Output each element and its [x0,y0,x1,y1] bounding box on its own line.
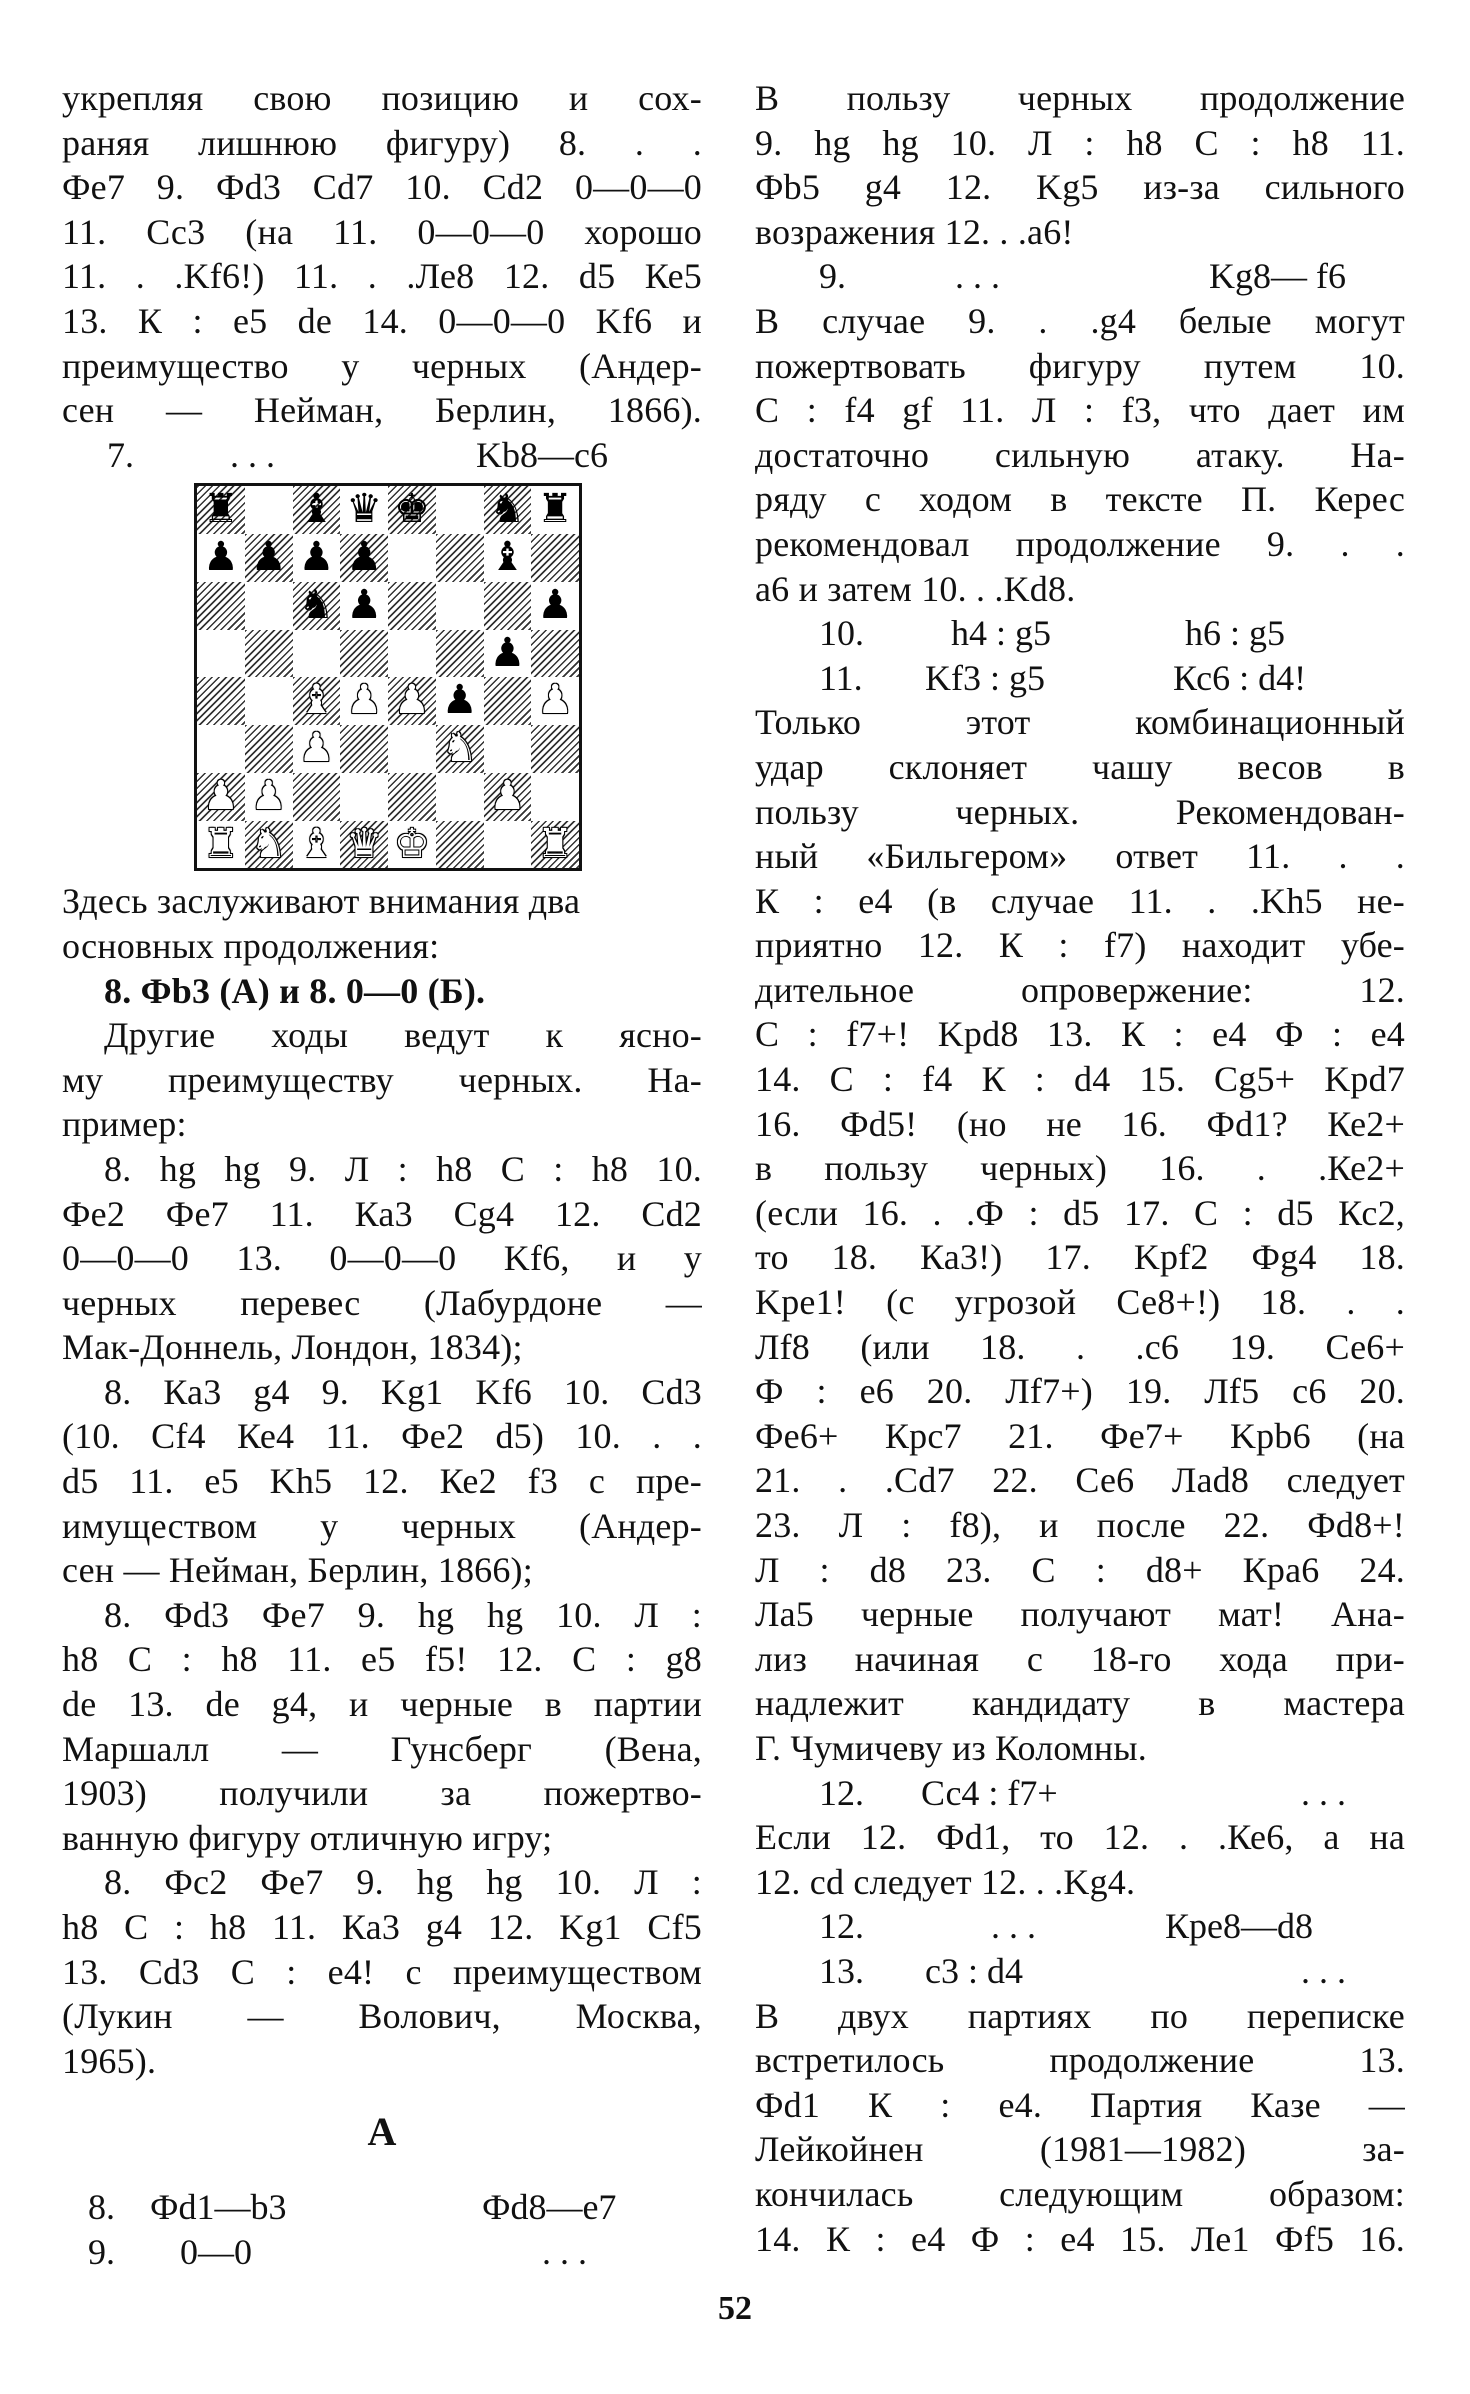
board-square-d2 [340,773,388,821]
text-line: 16. Фd5! (но не 16. Фd1? Ке2+ [755,1103,1405,1144]
board-square-c6 [293,582,341,630]
text-line: Фd1 К : е4. Партия Казе — [755,2084,1405,2125]
black-piece-icon: ♝ [298,486,335,533]
black-move: Фd8—е7 [482,2187,617,2228]
text-line: пользу черных. Рекомендован- [755,791,1405,832]
move-number: 11. [819,657,863,698]
board-square-e4 [388,677,436,725]
board-square-f8 [436,486,484,534]
board-square-g1 [484,821,532,869]
board-square-a5 [197,630,245,678]
board-square-c1 [293,821,341,869]
board-square-a4 [197,677,245,725]
white-piece-icon: ♟ [202,772,239,819]
text-line: 21. . .Cd7 22. Се6 Лad8 следует [755,1460,1405,1501]
text-line: ный «Бильгером» ответ 11. . . [755,836,1405,877]
white-piece-icon: ♟ [298,725,335,772]
text-line: сен — Нейман, Берлин, 1866); [62,1550,533,1591]
black-piece-icon: ♞ [298,581,335,628]
black-piece-icon: ♟ [298,534,335,581]
black-piece-icon: ♟ [441,677,478,724]
move-line [62,433,702,478]
text-line: Здесь заслуживают внимания два [62,881,581,922]
white-piece-icon: ♞ [250,820,287,867]
text-line: Только этот комбинационный [755,702,1405,743]
text-line: 8. Ка3 g4 9. Kg1 Kf6 10. Cd3 [104,1371,702,1412]
text-line: достаточно сильную атаку. На- [755,434,1405,475]
text-line: В пользу черных продолжение [755,78,1405,118]
text-line: лиз начиная с 18-го хода при- [755,1638,1405,1679]
board-square-e7 [388,534,436,582]
black-move: Kg8— f6 [1209,256,1346,297]
board-square-a6 [197,582,245,630]
text-line: Ла5 черные получают мат! Ана- [755,1594,1405,1635]
black-piece-icon: ♝ [489,534,526,581]
text-line: дительное опровержение: 12. [755,969,1405,1010]
white-piece-icon: ♜ [202,820,239,867]
black-move: h6 : g5 [1185,613,1286,654]
board-square-d4 [340,677,388,725]
text-line: ванную фигуру отличную игру; [62,1817,553,1858]
text-line: 13. Cd3 С : е4! с преимуществом [62,1951,702,1992]
white-piece-icon: ♝ [298,677,335,724]
right-text-3 [755,700,1405,1770]
text-line: Фе6+ Крс7 21. Фе7+ Kpb6 (на [755,1415,1405,1456]
black-piece-icon: ♟ [202,534,239,581]
board-square-h5 [531,630,579,678]
text-line: (если 16. . .Ф : d5 17. С : d5 Кс2, [755,1192,1405,1233]
board-square-g7 [484,534,532,582]
text-line: (Лукин — Волович, Москва, [62,1996,702,2037]
board-square-f1 [436,821,484,869]
text-line: 1903) получили за пожертво- [62,1773,702,1814]
text-line: Если 12. Фd1, то 12. . .Ке6, а на [755,1817,1405,1858]
text-line: 8. Фс2 Фе7 9. hg hg 10. Л : [104,1862,702,1903]
move-number: 9. [88,2231,115,2272]
board-square-b7 [245,534,293,582]
white-move: Сс4 : f7+ [921,1772,1058,1813]
text-line: сен — Нейман, Берлин, 1866). [62,390,702,431]
text-line: h8 С : h8 11. Ка3 g4 12. Kg1 Cf5 [62,1907,702,1947]
move-line [755,1949,1405,1994]
text-line: встретилось продолжение 13. [755,2040,1405,2081]
text-line: основных продолжения: [62,925,440,966]
right-column [755,76,1405,2261]
black-move: . . . [542,2231,587,2272]
right-text-2 [755,299,1405,611]
text-line: пожертвовать фигуру путем 10. [755,345,1405,386]
board-square-f6 [436,582,484,630]
white-piece-icon: ♟ [489,772,526,819]
text-line: В двух партиях по переписке [755,1995,1405,2036]
text-line: 8. Фb3 (А) и 8. 0—0 (Б). [104,970,486,1011]
text-line: Kpe1! (с угрозой Се8+!) 18. . . [755,1282,1405,1323]
black-piece-icon: ♜ [202,486,239,533]
board-square-h4 [531,677,579,725]
text-line: 14. К : е4 Ф : е4 15. Ле1 Фf5 16. [755,2218,1405,2259]
board-square-b2 [245,773,293,821]
board-square-e6 [388,582,436,630]
text-line: черных перевес (Лабурдоне — [62,1282,702,1323]
black-move: Кс6 : d4! [1173,657,1307,698]
board-square-h3 [531,725,579,773]
board-square-d6 [340,582,388,630]
text-line: 12. cd следует 12. . .Kg4. [755,1861,1136,1902]
black-move: . . . [1301,1950,1346,1991]
board-square-h8 [531,486,579,534]
text-line: 11. . .Kf6!) 11. . .Ле8 12. d5 Ке5 [62,256,702,297]
board-square-c4 [293,677,341,725]
board-square-c8 [293,486,341,534]
move-number: 10. [819,613,864,654]
white-move: . . . [991,1906,1036,1947]
black-piece-icon: ♜ [537,486,574,533]
text-line: рекомендовал продолжение 9. . . [755,523,1405,564]
board-square-h2 [531,773,579,821]
board-square-a3 [197,725,245,773]
white-move: 0—0 [180,2231,252,2272]
black-piece-icon: ♟ [250,534,287,581]
text-line: Лейкойнен (1981—1982) за- [755,2129,1405,2170]
white-move: . . . [955,256,1000,297]
right-text-4 [755,1815,1405,1904]
move-line [62,2230,702,2275]
text-line: С : f4 gf 11. Л : f3, что дает им [755,390,1405,431]
white-piece-icon: ♟ [393,677,430,724]
board-square-b8 [245,486,293,534]
text-line: Мак-Доннель, Лондон, 1834); [62,1327,523,1368]
text-line: Маршалл — Гунсберг (Вена, [62,1728,702,1769]
white-piece-icon: ♛ [346,820,383,867]
board-square-f7 [436,534,484,582]
board-square-b5 [245,630,293,678]
right-text-1 [755,76,1405,254]
black-piece-icon: ♟ [346,534,383,581]
text-line: в пользу черных) 16. . .Ке2+ [755,1148,1405,1189]
text-line: возражения 12. . .а6! [755,211,1074,252]
text-line: С : f7+! Kpd8 13. К : е4 Ф : е4 [755,1014,1405,1055]
text-line: Фе2 Фе7 11. Ка3 Cg4 12. Cd2 [62,1193,702,1234]
text-line: Л : d8 23. С : d8+ Кра6 24. [755,1549,1405,1590]
board-square-g5 [484,630,532,678]
board-square-f4 [436,677,484,725]
text-line: приятно 12. К : f7) находит убе- [755,925,1405,966]
board-square-e3 [388,725,436,773]
black-move: Kb8—c6 [476,434,608,475]
black-move: Кре8—d8 [1165,1906,1313,1947]
board-square-d3 [340,725,388,773]
page-number: 52 [718,2290,752,2327]
board-square-g2 [484,773,532,821]
board-square-h6 [531,582,579,630]
text-line: К : е4 (в случае 11. . .Kh5 не- [755,880,1405,921]
left-column [62,76,702,2275]
board-square-d1 [340,821,388,869]
text-line: Г. Чумичеву из Коломны. [755,1727,1147,1768]
board-square-g8 [484,486,532,534]
text-line: Ф : е6 20. Лf7+) 19. Лf5 с6 20. [755,1371,1405,1412]
text-line: удар склоняет чашу весов в [755,746,1405,787]
text-line: имуществом у черных (Андер- [62,1505,702,1546]
white-piece-icon: ♞ [441,725,478,772]
board-square-c7 [293,534,341,582]
board-square-b1 [245,821,293,869]
text-line: кончилась следующим образом: [755,2173,1405,2214]
board-square-b3 [245,725,293,773]
text-line: раняя лишнюю фигуру) 8. . . [62,122,702,163]
board-square-e2 [388,773,436,821]
board-square-a7 [197,534,245,582]
text-line: 11. Сс3 (на 11. 0—0—0 хорошо [62,211,702,252]
board-square-d5 [340,630,388,678]
text-line: 9. hg hg 10. Л : h8 С : h8 11. [755,122,1405,163]
board-square-g3 [484,725,532,773]
board-square-d7 [340,534,388,582]
section-heading: А [367,2109,397,2155]
text-line: ряду с ходом в тексте П. Керес [755,479,1405,520]
board-square-h1 [531,821,579,869]
white-move: h4 : g5 [951,613,1052,654]
board-square-f3 [436,725,484,773]
move-number: 12. [819,1906,864,1947]
move-line [755,1904,1405,1949]
left-after-board-text [62,879,702,2083]
text-line: Другие ходы ведут к ясно- [104,1015,702,1056]
black-piece-icon: ♟ [537,581,574,628]
chess-board [194,483,582,871]
white-move: с3 : d4 [925,1950,1023,1991]
move-number: 13. [819,1950,864,1991]
move-number: 8. [88,2187,115,2228]
black-move: . . . [1301,1772,1346,1813]
move-number: 12. [819,1772,864,1813]
text-line: то 18. Ка3!) 17. Kpf2 Фg4 18. [755,1237,1405,1278]
black-piece-icon: ♛ [346,486,383,533]
text-line: Лf8 (или 18. . .с6 19. Се6+ [755,1326,1405,1367]
black-piece-icon: ♞ [489,486,526,533]
board-square-f2 [436,773,484,821]
white-piece-icon: ♟ [346,677,383,724]
move-line [755,1771,1405,1816]
move-number: 9. [819,256,846,297]
board-square-a8 [197,486,245,534]
board-square-b6 [245,582,293,630]
text-line: му преимуществу черных. На- [62,1059,702,1100]
text-line: 23. Л : f8), и после 22. Фd8+! [755,1505,1405,1545]
move-line [755,656,1405,701]
board-square-a1 [197,821,245,869]
text-line: 0—0—0 13. 0—0—0 Kf6, и у [62,1238,702,1279]
text-line: надлежит кандидату в мастера [755,1683,1405,1724]
text-line: преимущество у черных (Андер- [62,345,702,386]
right-text-5 [755,1994,1405,2262]
board-square-e5 [388,630,436,678]
board-square-e8 [388,486,436,534]
text-line: d5 11. е5 Kh5 12. Ке2 f3 с пре- [62,1461,702,1502]
white-piece-icon: ♚ [393,820,430,867]
board-square-h7 [531,534,579,582]
white-move: Kf3 : g5 [925,657,1045,698]
white-move: . . . [230,434,275,475]
text-line: de 13. de g4, и черные в партии [62,1684,702,1725]
text-line: Фе7 9. Фd3 Cd7 10. Cd2 0—0—0 [62,167,702,208]
text-line: пример: [62,1104,187,1145]
text-line: 1965). [62,2040,157,2081]
board-square-a2 [197,773,245,821]
white-move: Фd1—b3 [150,2187,287,2228]
board-square-g4 [484,677,532,725]
text-line: укрепляя свою позицию и сох- [62,78,702,118]
board-square-c3 [293,725,341,773]
white-piece-icon: ♝ [298,820,335,867]
text-line: а6 и затем 10. . .Kd8. [755,568,1076,609]
board-square-c5 [293,630,341,678]
move-line [755,254,1405,299]
board-square-c2 [293,773,341,821]
white-piece-icon: ♟ [250,772,287,819]
black-piece-icon: ♚ [393,486,430,533]
text-line: 13. К : е5 de 14. 0—0—0 Kf6 и [62,300,702,341]
board-square-g6 [484,582,532,630]
board-square-b4 [245,677,293,725]
move-line [62,2185,702,2230]
chess-diagram [194,483,582,871]
move-number: 7. [107,434,134,475]
black-piece-icon: ♟ [346,581,383,628]
text-line: 8. hg hg 9. Л : h8 С : h8 10. [104,1148,702,1189]
board-square-e1 [388,821,436,869]
move-line [755,611,1405,656]
left-top-text [62,76,702,433]
text-line: h8 С : h8 11. е5 f5! 12. С : g8 [62,1639,702,1680]
text-line: Фb5 g4 12. Kg5 из-за сильного [755,167,1405,208]
black-piece-icon: ♟ [489,629,526,676]
board-square-d8 [340,486,388,534]
white-piece-icon: ♜ [537,820,574,867]
text-line: 14. С : f4 К : d4 15. Cg5+ Kpd7 [755,1059,1405,1100]
white-piece-icon: ♟ [537,677,574,724]
text-line: 8. Фd3 Фе7 9. hg hg 10. Л : [104,1594,702,1635]
board-square-f5 [436,630,484,678]
text-line: В случае 9. . .g4 белые могут [755,300,1405,341]
text-line: (10. Cf4 Ке4 11. Фе2 d5) 10. . . [62,1416,702,1457]
